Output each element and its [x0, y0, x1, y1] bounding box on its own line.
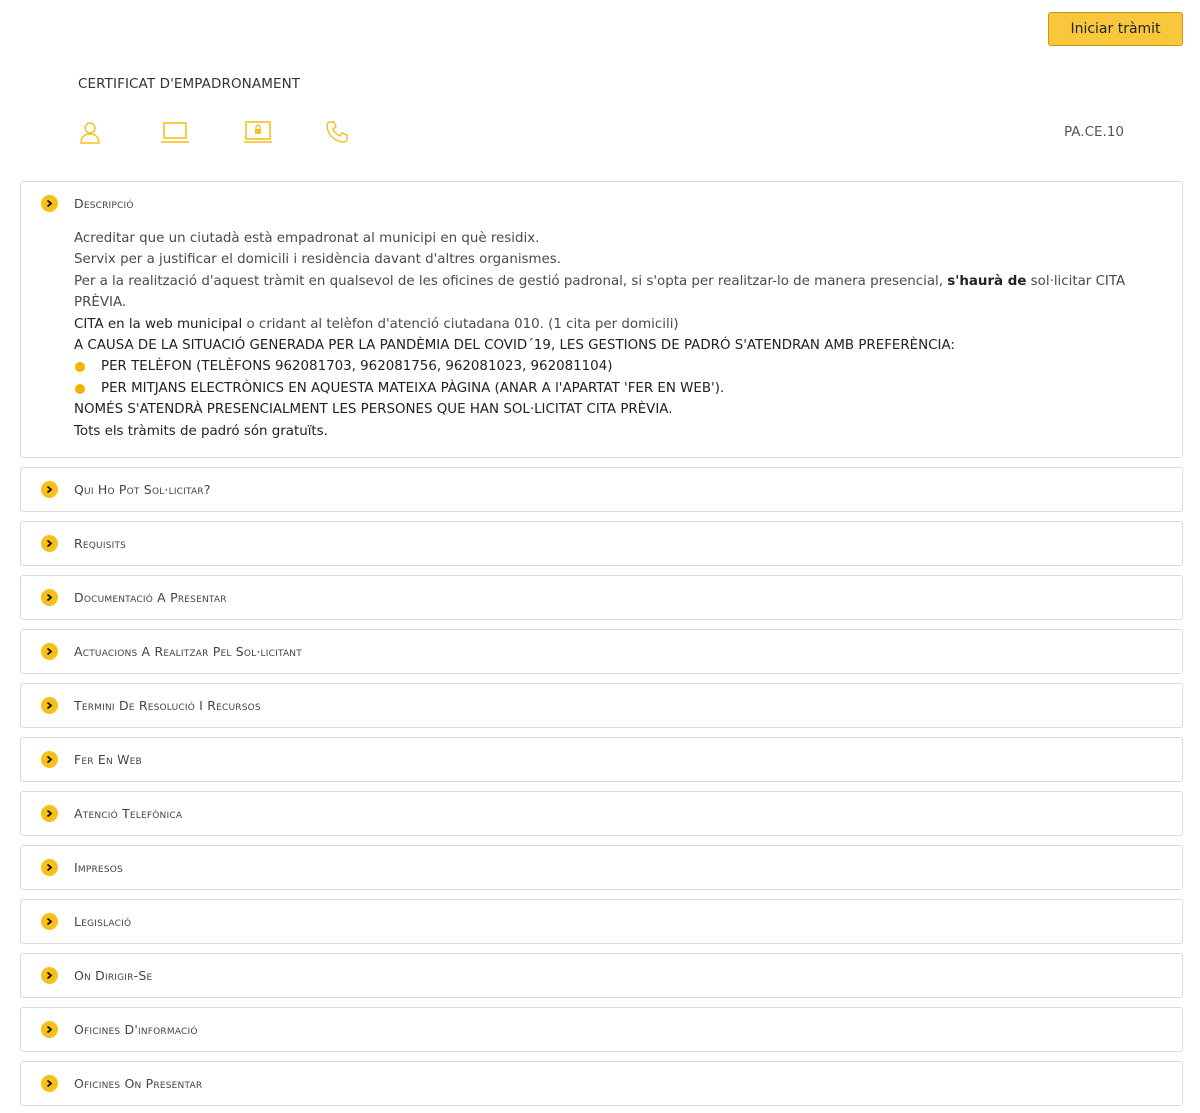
- phone-icon: [325, 120, 349, 144]
- appointment-link[interactable]: CITA en la web municipal: [74, 316, 243, 332]
- section-title: Actuacions A Realitzar Pel Sol·licitant: [74, 644, 302, 660]
- section-header[interactable]: [21, 468, 1182, 511]
- preference-list: [74, 356, 1162, 399]
- description-header[interactable]: [21, 182, 1182, 225]
- chevron-right-icon: [41, 859, 58, 876]
- chevron-right-icon: [41, 805, 58, 822]
- computer-icon: [161, 120, 189, 144]
- description-text: Acreditar que un ciutadà està empadronat al municipi en què residix.: [74, 231, 540, 246]
- section-header[interactable]: [21, 738, 1182, 781]
- section-header[interactable]: [21, 630, 1182, 673]
- section-header[interactable]: [21, 792, 1182, 835]
- procedure-accordion: [20, 181, 1183, 1113]
- accordion-section: [20, 953, 1183, 998]
- section-title: Termini De Resolució I Recursos: [74, 698, 261, 714]
- section-header[interactable]: [21, 522, 1182, 565]
- section-title: Requisits: [74, 536, 127, 552]
- start-procedure-button[interactable]: Iniciar tràmit: [1048, 12, 1183, 46]
- accordion-section: [20, 737, 1183, 782]
- description-text: Per a la realització d'aquest tràmit en qualsevol de les oficines de gestió padronal, si s'opta per realitzar-lo de manera presencial, s'haurà de sol·licitar CITA PRÈVIA.: [74, 273, 1126, 311]
- section-title: Descripció: [74, 196, 134, 211]
- accordion-section: [20, 575, 1183, 620]
- section-title: Atenció Telefònica: [74, 806, 183, 822]
- bold-text: s'haurà de: [947, 273, 1027, 289]
- chevron-right-icon: [41, 195, 58, 212]
- secure-computer-icon: [244, 120, 272, 144]
- covid-notice: A CAUSA DE LA SITUACIÓ GENERADA PER LA PANDÈMIA DEL COVID´19, LES GESTIONS DE PADRÓ S'ATENDRAN AMB PREFERÈNCIA:: [74, 338, 955, 354]
- section-header[interactable]: [21, 1008, 1182, 1051]
- section-header[interactable]: [21, 900, 1182, 943]
- accordion-section: [20, 521, 1183, 566]
- section-header[interactable]: [21, 846, 1182, 889]
- section-title: Oficines D'informació: [74, 1022, 198, 1038]
- accordion-section: [20, 845, 1183, 890]
- accordion-section: [20, 629, 1183, 674]
- section-header[interactable]: [21, 954, 1182, 997]
- chevron-right-icon: [41, 589, 58, 606]
- chevron-right-icon: [41, 481, 58, 498]
- accordion-section: [20, 791, 1183, 836]
- accordion-section: [20, 1007, 1183, 1052]
- appointment-notice: NOMÉS S'ATENDRÀ PRESENCIALMENT LES PERSONES QUE HAN SOL·LICITAT CITA PRÈVIA.: [74, 402, 673, 418]
- section-title: Legislació: [74, 914, 132, 930]
- free-note: Tots els tràmits de padró són gratuïts.: [74, 423, 328, 439]
- page-title: CERTIFICAT D'EMPADRONAMENT: [78, 76, 301, 92]
- description-text: Servix per a justificar el domicili i residència davant d'altres organismes.: [74, 252, 562, 268]
- description-body: [21, 225, 1182, 457]
- accordion-section: [20, 467, 1183, 512]
- section-header[interactable]: [21, 1062, 1182, 1105]
- chevron-right-icon: [41, 535, 58, 552]
- section-title: Qui Ho Pot Sol·licitar?: [74, 482, 211, 498]
- chevron-right-icon: [41, 751, 58, 768]
- section-header[interactable]: [21, 576, 1182, 619]
- accordion-section: [20, 683, 1183, 728]
- accordion-section: [20, 1061, 1183, 1106]
- procedure-code: PA.CE.10: [1064, 124, 1124, 140]
- chevron-right-icon: [41, 967, 58, 984]
- list-item: PER TELÈFON (TELÈFONS 962081703, 962081756, 962081023, 962081104): [74, 356, 1162, 377]
- chevron-right-icon: [41, 643, 58, 660]
- chevron-right-icon: [41, 913, 58, 930]
- person-icon: [78, 120, 102, 144]
- section-title: Impresos: [74, 860, 123, 876]
- section-header[interactable]: [21, 684, 1182, 727]
- description-text: CITA en la web municipal o cridant al telèfon d'atenció ciutadana 010. (1 cita per domicili): [74, 316, 679, 332]
- chevron-right-icon: [41, 1075, 58, 1092]
- chevron-right-icon: [41, 1021, 58, 1038]
- section-title: Documentació A Presentar: [74, 590, 227, 606]
- section-title: On Dirigir-Se: [74, 968, 153, 984]
- accordion-section: [20, 899, 1183, 944]
- list-item: PER MITJANS ELECTRÒNICS EN AQUESTA MATEIXA PÀGINA (ANAR A l'APARTAT 'FER EN WEB').: [74, 378, 1162, 399]
- section-title: Fer En Web: [74, 752, 142, 768]
- section-title: Oficines On Presentar: [74, 1076, 203, 1092]
- chevron-right-icon: [41, 697, 58, 714]
- description-panel: [20, 181, 1183, 458]
